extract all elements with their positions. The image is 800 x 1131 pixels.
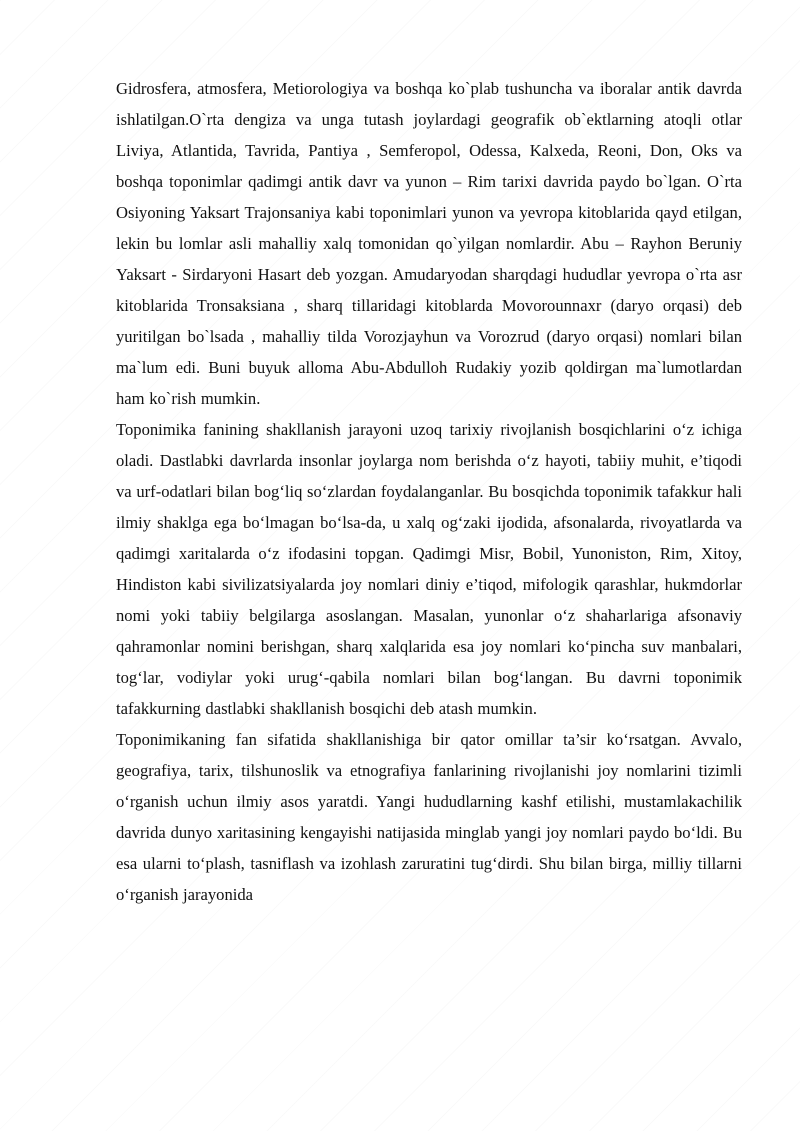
paragraph-antiquity-toponyms: Gidrosfera, atmosfera, Metiorologiya va boshqa ko`plab tushuncha va iboralar antik davrda ishlatilgan.O`rta dengiza va unga tutash joylardagi geografik ob`ektlarning atoqli otlar Liviya, Atlantida, Tavrida, Pantiya , Semferopol, Odessa, Kalxeda, Reoni, Don, Oks va boshqa toponimlar qadimgi antik davr va yunon – Rim tarixi davrida paydo bo`lgan. O`rta Osiyoning Yaksart Trajonsaniya kabi toponimlari yunon va yevropa kitoblarida qayd etilgan, lekin bu lomlar asli mahalliy xalq tomonidan qo`yilgan nomlardir. Abu – Rayhon Beruniy Yaksart - Sirdaryoni Hasart deb yozgan. Amudaryodan sharqdagi hududlar yevropa o`rta asr kitoblarida Tronsaksiana , sharq tillaridagi kitoblarda Movorounnaxr (daryo orqasi) deb yuritilgan bo`lsada , mahalliy tilda Vorozjayhun va Vorozrud (daryo orqasi) nomlari bilan ma`lum edi. Buni buyuk alloma Abu-Abdulloh Rudakiy yozib qoldirgan ma`lumotlardan ham ko`rish mumkin. [116, 79, 742, 408]
paragraph-toponymy-formation: Toponimika fanining shakllanish jarayoni uzoq tarixiy rivojlanish bosqichlarini o‘z ichiga oladi. Dastlabki davrlarda insonlar joylarga nom berishda o‘z hayoti, tabiiy muhit, e’tiqodi va urf-odatlari bilan bog‘liq so‘zlardan foydalanganlar. Bu bosqichda toponimik tafakkur hali ilmiy shaklga ega bo‘lmagan bo‘lsa-da, u xalq og‘zaki ijodida, afsonalarda, rivoyatlarda va qadimgi xaritalarda o‘z ifodasini topgan. Qadimgi Misr, Bobil, Yunoniston, Rim, Xitoy, Hindiston kabi sivilizatsiyalarda joy nomlari diniy e’tiqod, mifologik qarashlar, hukmdorlar nomi yoki tabiiy belgilarga asoslangan. Masalan, yunonlar o‘z shaharlariga afsonaviy qahramonlar nomini berishgan, sharq xalqlarida esa joy nomlari ko‘pincha suv manbalari, tog‘lar, vodiylar yoki urug‘-qabila nomlari bilan bog‘langan. Bu davrni toponimik tafakkurning dastlabki shakllanish bosqichi deb atash mumkin. [116, 420, 742, 718]
document-body [116, 73, 742, 910]
paragraph-toponymy-as-science: Toponimikaning fan sifatida shakllanishiga bir qator omillar ta’sir ko‘rsatgan. Avvalo, geografiya, tarix, tilshunoslik va etnografiya fanlarining rivojlanishi joy nomlarini tizimli o‘rganish uchun ilmiy asos yaratdi. Yangi hududlarning kashf etilishi, mustamlakachilik davrida dunyo xaritasining kengayishi natijasida minglab yangi joy nomlari paydo bo‘ldi. Bu esa ularni to‘plash, tasniflash va izohlash zaruratini tug‘dirdi. Shu bilan birga, milliy tillarni o‘rganish jarayonida [116, 730, 742, 904]
